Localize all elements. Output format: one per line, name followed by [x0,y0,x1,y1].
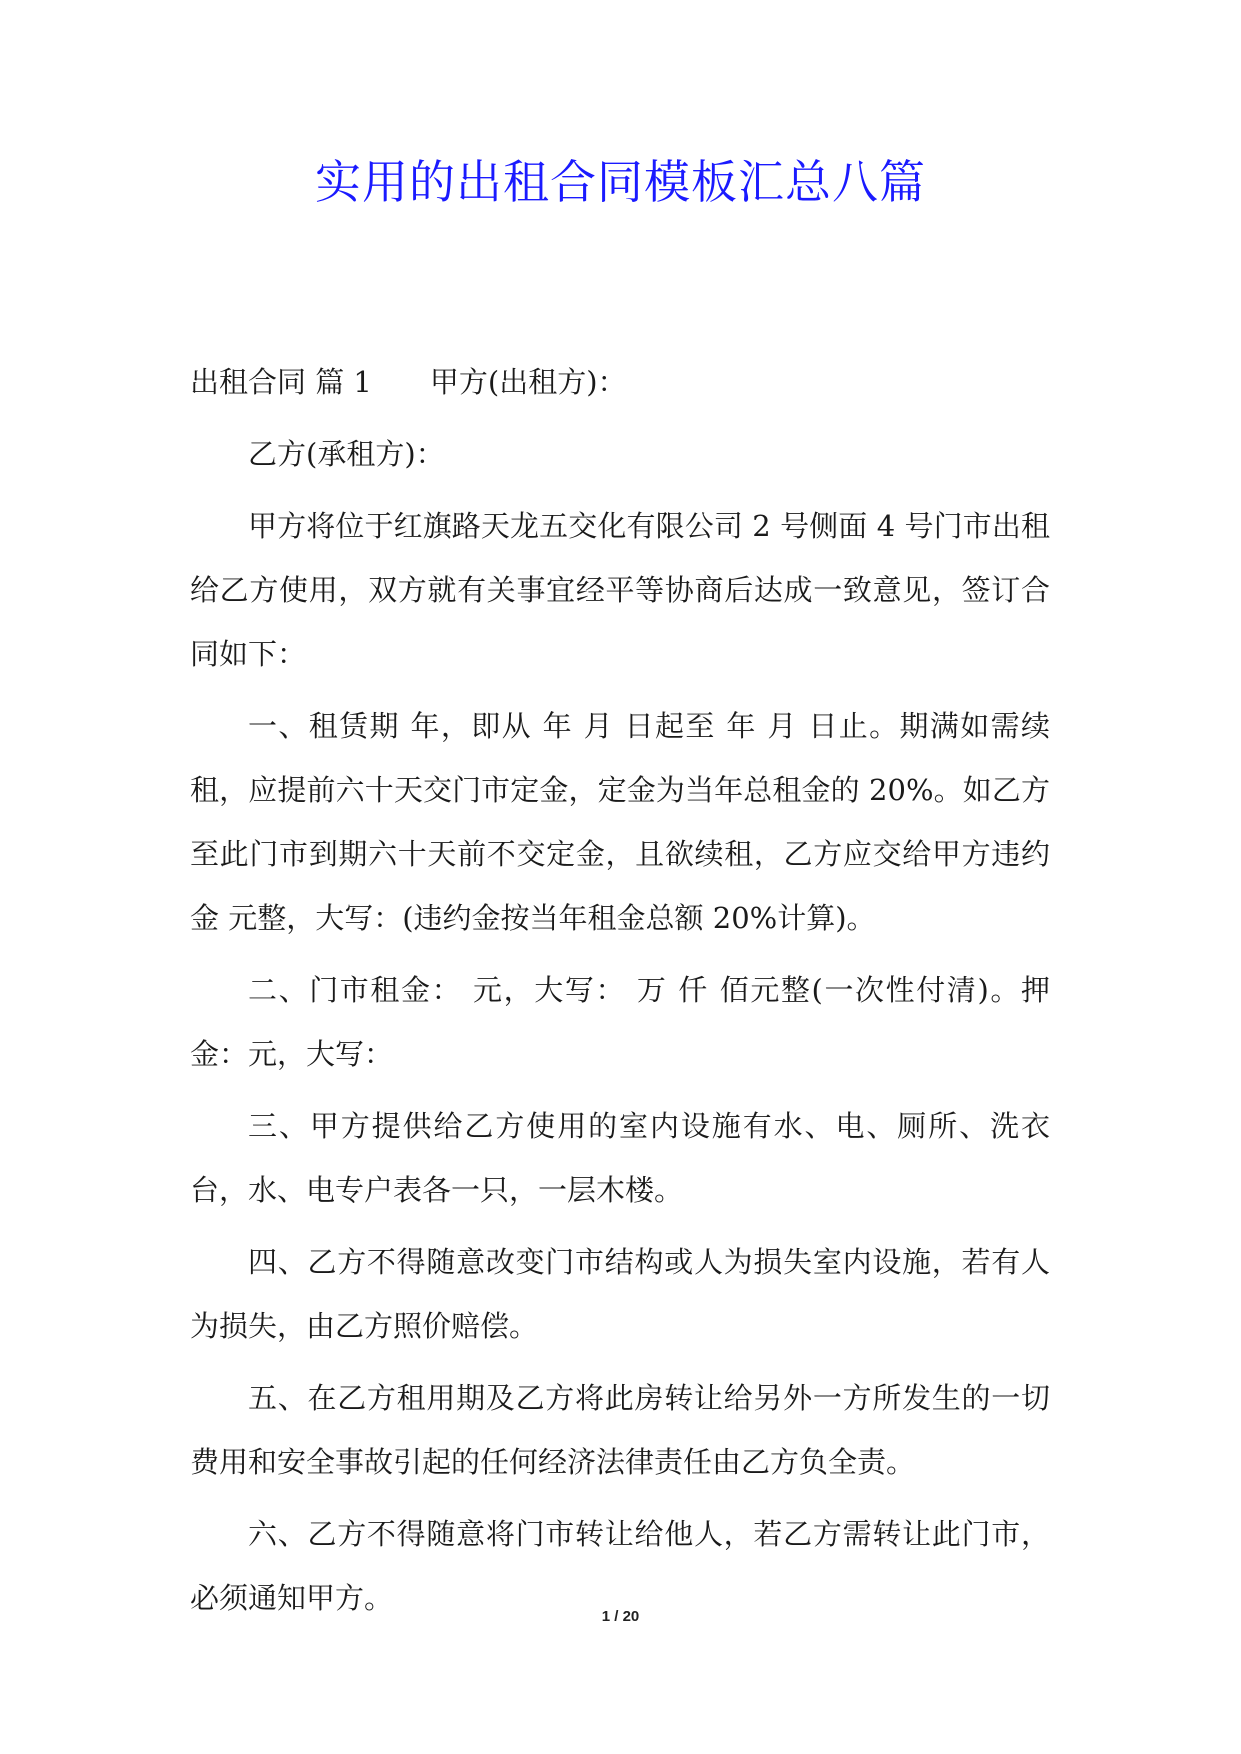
section-label: 出租合同 篇 1 [190,365,372,399]
clause-1: 一、租赁期 年，即从 年 月 日起至 年 月 日止。期满如需续租，应提前六十天交门市定金，定金为当年总租金的 20%。如乙方至此门市到期六十天前不交定金，且欲续租，乙方应交给甲方违约金 元整，大写：(违约金按当年租金总额 20%计算)。 [190,709,1050,935]
clause-5: 五、在乙方租用期及乙方将此房转让给另外一方所发生的一切费用和安全事故引起的任何经济法律责任由乙方负全责。 [190,1381,1050,1479]
clause-6: 六、乙方不得随意将门市转让给他人，若乙方需转让此门市，必须通知甲方。 [190,1517,1050,1615]
clause-4: 四、乙方不得随意改变门市结构或人为损失室内设施，若有人为损失，由乙方照价赔偿。 [190,1245,1050,1343]
paragraph-party-b: 乙方(承租方)： [248,437,445,471]
clause-3: 三、甲方提供给乙方使用的室内设施有水、电、厕所、洗衣台，水、电专户表各一只，一层木楼。 [190,1109,1050,1207]
paragraph-intro: 甲方将位于红旗路天龙五交化有限公司 2 号侧面 4 号门市出租给乙方使用，双方就有关事宜经平等协商后达成一致意见，签订合同如下： [190,509,1050,671]
document-title: 实用的出租合同模板汇总八篇 [315,155,926,209]
clause-2: 二、门市租金： 元，大写： 万 仟 佰元整(一次性付清)。押金：元，大写： [190,973,1050,1071]
party-a-label: 甲方(出租方)： [429,365,627,399]
page-number: 1 / 20 [601,1608,640,1625]
heading-line [190,350,1050,414]
document-body [190,350,1050,1638]
